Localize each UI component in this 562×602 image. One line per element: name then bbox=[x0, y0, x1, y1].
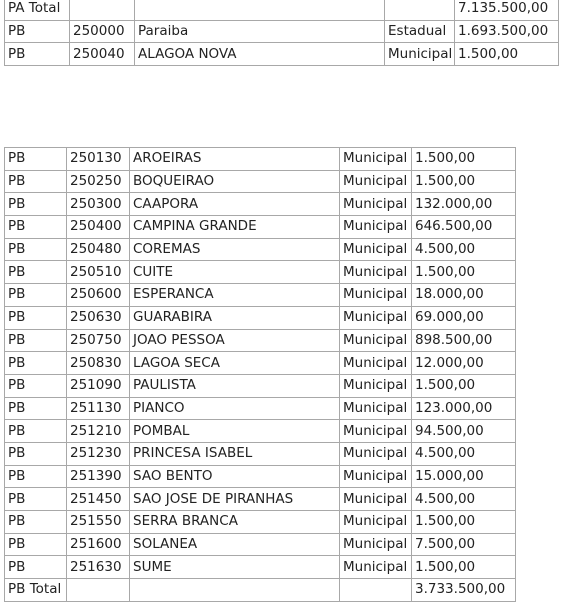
table-row bbox=[5, 193, 516, 216]
amount-cell: 132.000,00 bbox=[412, 193, 516, 216]
name-cell: POMBAL bbox=[130, 420, 340, 443]
state-cell: PB bbox=[5, 374, 67, 397]
state-cell: PB bbox=[5, 261, 67, 284]
table-row bbox=[5, 216, 516, 239]
amount-cell: 1.500,00 bbox=[412, 556, 516, 579]
sphere-cell: Municipal bbox=[340, 374, 412, 397]
table-row bbox=[5, 488, 516, 511]
sphere-cell: Municipal bbox=[340, 533, 412, 556]
amount-cell: 1.500,00 bbox=[412, 170, 516, 193]
state-cell: PA Total bbox=[5, 0, 70, 20]
name-cell: ALAGOA NOVA bbox=[135, 43, 385, 66]
code-cell: 250830 bbox=[67, 352, 130, 375]
name-cell: PIANCO bbox=[130, 397, 340, 420]
code-cell: 250040 bbox=[70, 43, 135, 66]
state-cell: PB bbox=[5, 170, 67, 193]
table-row bbox=[5, 148, 516, 171]
code-cell: 250000 bbox=[70, 20, 135, 43]
sphere-cell bbox=[340, 579, 412, 602]
amount-cell: 1.500,00 bbox=[412, 374, 516, 397]
code-cell: 250300 bbox=[67, 193, 130, 216]
table-row bbox=[5, 556, 516, 579]
amount-cell: 1.500,00 bbox=[412, 148, 516, 171]
name-cell: ESPERANCA bbox=[130, 284, 340, 307]
amount-cell: 69.000,00 bbox=[412, 306, 516, 329]
sphere-cell: Municipal bbox=[340, 284, 412, 307]
bottom-table-body bbox=[5, 148, 516, 602]
sphere-cell: Municipal bbox=[340, 261, 412, 284]
amount-cell: 4.500,00 bbox=[412, 442, 516, 465]
name-cell: Paraiba bbox=[135, 20, 385, 43]
top-table-body bbox=[5, 0, 559, 66]
state-cell: PB bbox=[5, 533, 67, 556]
name-cell: CAMPINA GRANDE bbox=[130, 216, 340, 239]
sphere-cell: Municipal bbox=[340, 442, 412, 465]
state-cell: PB bbox=[5, 488, 67, 511]
sphere-cell: Municipal bbox=[340, 556, 412, 579]
state-cell: PB bbox=[5, 238, 67, 261]
code-cell: 250400 bbox=[67, 216, 130, 239]
code-cell: 250510 bbox=[67, 261, 130, 284]
sphere-cell: Municipal bbox=[340, 238, 412, 261]
amount-cell: 4.500,00 bbox=[412, 238, 516, 261]
amount-cell: 1.500,00 bbox=[455, 43, 559, 66]
sphere-cell: Estadual bbox=[385, 20, 455, 43]
table-row bbox=[5, 442, 516, 465]
code-cell bbox=[70, 0, 135, 20]
code-cell: 250130 bbox=[67, 148, 130, 171]
sphere-cell bbox=[385, 0, 455, 20]
code-cell: 251130 bbox=[67, 397, 130, 420]
name-cell: SUME bbox=[130, 556, 340, 579]
table-row bbox=[5, 465, 516, 488]
top-table bbox=[4, 0, 559, 66]
sphere-cell: Municipal bbox=[340, 397, 412, 420]
name-cell: AROEIRAS bbox=[130, 148, 340, 171]
code-cell: 251450 bbox=[67, 488, 130, 511]
amount-cell: 123.000,00 bbox=[412, 397, 516, 420]
table-row bbox=[5, 0, 559, 20]
table-row bbox=[5, 20, 559, 43]
table-row bbox=[5, 43, 559, 66]
table-row bbox=[5, 170, 516, 193]
name-cell: GUARABIRA bbox=[130, 306, 340, 329]
table-row bbox=[5, 397, 516, 420]
name-cell: BOQUEIRAO bbox=[130, 170, 340, 193]
table-row bbox=[5, 329, 516, 352]
sphere-cell: Municipal bbox=[340, 216, 412, 239]
bottom-table bbox=[4, 147, 516, 602]
name-cell: PRINCESA ISABEL bbox=[130, 442, 340, 465]
name-cell bbox=[130, 579, 340, 602]
name-cell: JOAO PESSOA bbox=[130, 329, 340, 352]
table-row bbox=[5, 420, 516, 443]
code-cell: 251550 bbox=[67, 511, 130, 534]
name-cell: CUITE bbox=[130, 261, 340, 284]
state-cell: PB bbox=[5, 556, 67, 579]
code-cell: 251090 bbox=[67, 374, 130, 397]
code-cell: 250250 bbox=[67, 170, 130, 193]
state-cell: PB bbox=[5, 216, 67, 239]
state-cell: PB bbox=[5, 329, 67, 352]
amount-cell: 12.000,00 bbox=[412, 352, 516, 375]
sphere-cell: Municipal bbox=[340, 329, 412, 352]
state-cell: PB bbox=[5, 148, 67, 171]
amount-cell: 1.500,00 bbox=[412, 261, 516, 284]
amount-cell: 7.500,00 bbox=[412, 533, 516, 556]
table-row bbox=[5, 261, 516, 284]
name-cell: LAGOA SECA bbox=[130, 352, 340, 375]
amount-cell: 898.500,00 bbox=[412, 329, 516, 352]
name-cell: CAAPORA bbox=[130, 193, 340, 216]
code-cell: 251600 bbox=[67, 533, 130, 556]
name-cell: PAULISTA bbox=[130, 374, 340, 397]
amount-cell: 18.000,00 bbox=[412, 284, 516, 307]
name-cell: SAO BENTO bbox=[130, 465, 340, 488]
code-cell: 251390 bbox=[67, 465, 130, 488]
state-cell: PB bbox=[5, 397, 67, 420]
state-cell: PB bbox=[5, 465, 67, 488]
table-row bbox=[5, 352, 516, 375]
code-cell bbox=[67, 579, 130, 602]
amount-cell: 4.500,00 bbox=[412, 488, 516, 511]
code-cell: 250750 bbox=[67, 329, 130, 352]
name-cell: SERRA BRANCA bbox=[130, 511, 340, 534]
sphere-cell: Municipal bbox=[340, 306, 412, 329]
table-row bbox=[5, 511, 516, 534]
amount-cell: 7.135.500,00 bbox=[455, 0, 559, 20]
code-cell: 250600 bbox=[67, 284, 130, 307]
state-cell: PB Total bbox=[5, 579, 67, 602]
sphere-cell: Municipal bbox=[340, 352, 412, 375]
code-cell: 251630 bbox=[67, 556, 130, 579]
name-cell: COREMAS bbox=[130, 238, 340, 261]
name-cell: SAO JOSE DE PIRANHAS bbox=[130, 488, 340, 511]
state-cell: PB bbox=[5, 306, 67, 329]
table-row bbox=[5, 374, 516, 397]
amount-cell: 1.500,00 bbox=[412, 511, 516, 534]
table-row bbox=[5, 238, 516, 261]
sphere-cell: Municipal bbox=[340, 488, 412, 511]
amount-cell: 1.693.500,00 bbox=[455, 20, 559, 43]
amount-cell: 15.000,00 bbox=[412, 465, 516, 488]
state-cell: PB bbox=[5, 193, 67, 216]
state-cell: PB bbox=[5, 43, 70, 66]
table-row bbox=[5, 579, 516, 602]
sphere-cell: Municipal bbox=[340, 148, 412, 171]
sphere-cell: Municipal bbox=[340, 170, 412, 193]
amount-cell: 94.500,00 bbox=[412, 420, 516, 443]
sphere-cell: Municipal bbox=[385, 43, 455, 66]
sphere-cell: Municipal bbox=[340, 193, 412, 216]
sphere-cell: Municipal bbox=[340, 420, 412, 443]
amount-cell: 3.733.500,00 bbox=[412, 579, 516, 602]
table-row bbox=[5, 306, 516, 329]
code-cell: 251230 bbox=[67, 442, 130, 465]
sphere-cell: Municipal bbox=[340, 511, 412, 534]
name-cell bbox=[135, 0, 385, 20]
code-cell: 250630 bbox=[67, 306, 130, 329]
state-cell: PB bbox=[5, 352, 67, 375]
name-cell: SOLANEA bbox=[130, 533, 340, 556]
code-cell: 251210 bbox=[67, 420, 130, 443]
state-cell: PB bbox=[5, 284, 67, 307]
state-cell: PB bbox=[5, 442, 67, 465]
state-cell: PB bbox=[5, 511, 67, 534]
table-row bbox=[5, 533, 516, 556]
amount-cell: 646.500,00 bbox=[412, 216, 516, 239]
state-cell: PB bbox=[5, 20, 70, 43]
table-row bbox=[5, 284, 516, 307]
state-cell: PB bbox=[5, 420, 67, 443]
code-cell: 250480 bbox=[67, 238, 130, 261]
sphere-cell: Municipal bbox=[340, 465, 412, 488]
